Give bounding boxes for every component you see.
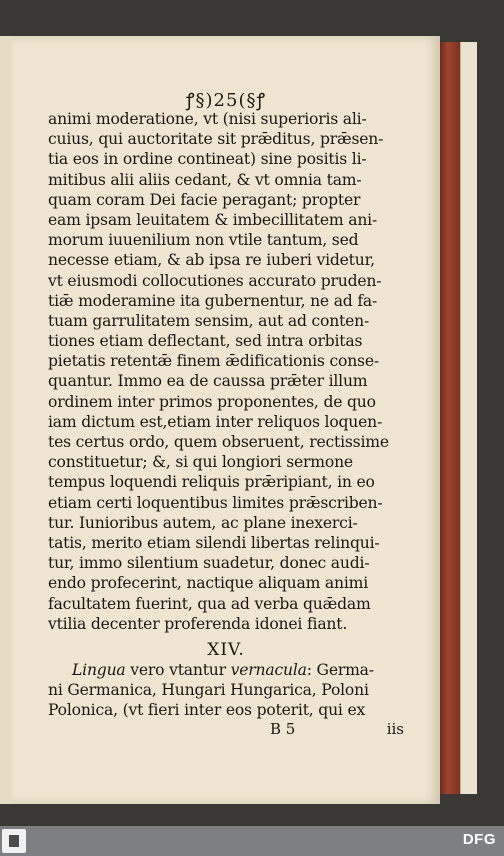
signature-mark: B 5: [270, 720, 296, 738]
text-line: vt eiusmodi collocutiones accurato pruden-: [48, 271, 382, 290]
text-line: ni Germanica, Hungari Hungarica, Poloni: [48, 681, 369, 700]
dfg-logo: DFG: [462, 831, 496, 848]
text-line: tuam garrulitatem sensim, aut ad conten-: [48, 311, 370, 330]
text-line: eam ipsam leuitatem & imbecillitatem ani-: [48, 210, 378, 229]
section-text: [48, 660, 412, 721]
text-line: iam dictum est,etiam inter reliquos loquen-: [48, 412, 383, 431]
italic-word: Lingua: [72, 661, 126, 679]
text-line: ordinem inter primos proponentes, de quo: [48, 392, 376, 411]
text-line: Polonica, (vt fieri inter eos poterit, qui ex: [48, 701, 366, 720]
italic-word: vernacula: [230, 661, 307, 679]
text-line: constituetur; &, si qui longiori sermone: [48, 453, 353, 472]
text-line: vtilia decenter proferenda idonei fiant.: [48, 614, 348, 633]
text-line: facultatem fuerint, qua ad verba quǣdam: [48, 594, 371, 613]
text-line: tur. Iunioribus autem, ac plane inexerci-: [48, 513, 358, 532]
body-text: [48, 109, 412, 634]
text-line: tatis, merito etiam silendi libertas relinqui-: [48, 533, 380, 552]
text-fragment: vero vtantur: [125, 661, 231, 679]
text-line: etiam certi loquentibus limites prǣscriben-: [48, 493, 383, 512]
catchword: iis: [386, 720, 404, 738]
book-page: [12, 36, 440, 804]
section-number: XIV.: [207, 640, 245, 660]
text-line: tur, immo silentium suadetur, donec audi-: [48, 554, 370, 573]
text-line: tempus loquendi reliquis prǣripiant, in eo: [48, 473, 375, 492]
page-footer-marks: [48, 720, 412, 740]
binding-paper-edge: [460, 42, 477, 794]
text-line: tes certus ordo, quem obseruent, rectissime: [48, 433, 389, 451]
text-line: tia eos in ordine contineat) sine positis li-: [48, 150, 367, 169]
text-line: quam coram Dei facie peragant; propter: [48, 190, 361, 209]
text-line: quantur. Immo ea de caussa prǣter illum: [48, 372, 368, 391]
text-line: tiones etiam deflectant, sed intra orbitas: [48, 332, 363, 351]
book-binding: [440, 42, 460, 794]
viewer-footer-bar: [0, 826, 504, 856]
text-line: [48, 660, 412, 680]
text-line: necesse etiam, & ab ipsa re iuberi videtur,: [48, 251, 375, 270]
text-line: mitibus alii aliis cedant, & vt omnia tam-: [48, 170, 362, 189]
page-header: ꝭ§)25(§ꝭ: [185, 90, 266, 111]
text-line: cuius, qui auctoritate sit prǣditus, prǣsen-: [48, 130, 384, 149]
library-logo-icon: [2, 829, 26, 853]
text-line: tiǣ moderamine ita gubernentur, ne ad fa-: [48, 291, 378, 310]
text-line: morum iuuenilium non vtile tantum, sed: [48, 231, 359, 250]
text-line: animi moderatione, vt (nisi superioris ali-: [48, 110, 367, 128]
text-line: endo profecerint, nactique aliquam animi: [48, 574, 369, 593]
text-line: pietatis retentǣ finem ǣdificationis conse-: [48, 352, 379, 371]
text-fragment: : Germa-: [306, 661, 374, 679]
